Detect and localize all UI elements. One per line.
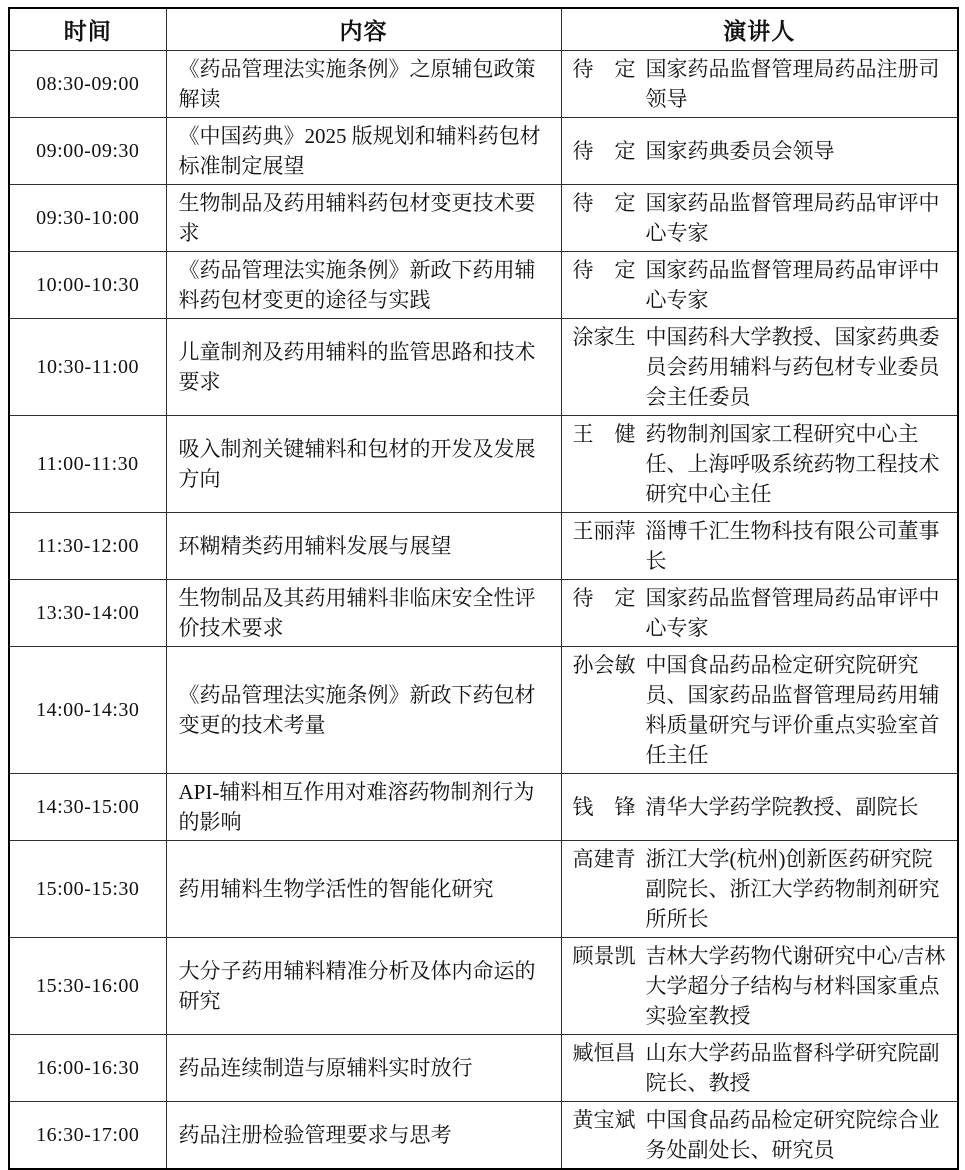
speaker-name: 待 定 <box>572 190 636 215</box>
time-cell: 16:30-17:00 <box>9 1101 166 1169</box>
time-cell: 10:30-11:00 <box>9 318 166 415</box>
table-row <box>9 646 958 773</box>
speaker-affiliation: 药物制剂国家工程研究中心主任、上海呼吸系统药物工程技术研究中心主任 <box>645 421 940 506</box>
time-cell: 13:30-14:00 <box>9 579 166 646</box>
content-cell: 《药品管理法实施条例》新政下药包材变更的技术考量 <box>166 646 561 773</box>
speaker-cell <box>561 415 958 512</box>
column-header-speaker: 演讲人 <box>561 8 958 50</box>
time-cell: 08:30-09:00 <box>9 50 166 117</box>
speaker-affiliation: 吉林大学药物代谢研究中心/吉林大学超分子结构与材料国家重点实验室教授 <box>645 943 946 1028</box>
speaker-name: 钱 锋 <box>572 794 636 819</box>
table-row <box>9 184 958 251</box>
table-row <box>9 117 958 184</box>
content-cell: 《药品管理法实施条例》新政下药用辅料药包材变更的途径与实践 <box>166 251 561 318</box>
speaker-affiliation: 国家药品监督管理局药品审评中心专家 <box>645 585 940 640</box>
speaker-name: 臧恒昌 <box>572 1040 636 1065</box>
speaker-affiliation: 中国食品药品检定研究院综合业务处副处长、研究员 <box>645 1107 940 1162</box>
table-row <box>9 1034 958 1101</box>
speaker-wrap <box>573 322 950 412</box>
table-row <box>9 840 958 937</box>
time-cell: 15:00-15:30 <box>9 840 166 937</box>
content-cell: 生物制品及其药用辅料非临床安全性评价技术要求 <box>166 579 561 646</box>
content-cell: 吸入制剂关键辅料和包材的开发及发展方向 <box>166 415 561 512</box>
speaker-name: 王 健 <box>572 421 636 446</box>
speaker-cell <box>561 773 958 840</box>
speaker-wrap <box>573 516 950 576</box>
time-cell: 10:00-10:30 <box>9 251 166 318</box>
speaker-wrap <box>573 941 950 1031</box>
content-cell: 大分子药用辅料精准分析及体内命运的研究 <box>166 937 561 1034</box>
time-cell: 15:30-16:00 <box>9 937 166 1034</box>
header-row <box>9 8 958 50</box>
speaker-wrap <box>573 844 950 934</box>
speaker-cell <box>561 512 958 579</box>
speaker-wrap <box>573 650 950 770</box>
speaker-cell <box>561 646 958 773</box>
time-cell: 16:00-16:30 <box>9 1034 166 1101</box>
column-header-time: 时间 <box>9 8 166 50</box>
speaker-name: 待 定 <box>572 585 636 610</box>
time-cell: 14:30-15:00 <box>9 773 166 840</box>
speaker-name: 黄宝斌 <box>572 1107 636 1132</box>
time-cell: 09:00-09:30 <box>9 117 166 184</box>
speaker-cell <box>561 1101 958 1169</box>
speaker-affiliation: 浙江大学(杭州)创新医药研究院副院长、浙江大学药物制剂研究所所长 <box>645 846 940 931</box>
speaker-wrap <box>573 1038 950 1098</box>
speaker-wrap <box>573 255 950 315</box>
table-row <box>9 251 958 318</box>
speaker-name: 王丽萍 <box>572 518 636 543</box>
time-cell: 11:00-11:30 <box>9 415 166 512</box>
time-cell: 14:00-14:30 <box>9 646 166 773</box>
speaker-affiliation: 国家药品监督管理局药品审评中心专家 <box>645 190 940 245</box>
table-row <box>9 937 958 1034</box>
speaker-wrap <box>573 136 950 166</box>
speaker-name: 孙会敏 <box>572 652 636 677</box>
speaker-name: 待 定 <box>572 257 636 282</box>
speaker-cell <box>561 50 958 117</box>
speaker-affiliation: 国家药典委员会领导 <box>645 138 835 163</box>
speaker-affiliation: 山东大学药品监督科学研究院副院长、教授 <box>645 1040 940 1095</box>
speaker-wrap <box>573 188 950 248</box>
speaker-cell <box>561 117 958 184</box>
content-cell: 环糊精类药用辅料发展与展望 <box>166 512 561 579</box>
speaker-wrap <box>573 1105 950 1165</box>
table-body <box>9 50 958 1169</box>
speaker-affiliation: 中国药科大学教授、国家药典委员会药用辅料与药包材专业委员会主任委员 <box>645 324 940 409</box>
content-cell: 生物制品及药用辅料药包材变更技术要求 <box>166 184 561 251</box>
speaker-wrap <box>573 792 950 822</box>
content-cell: 药品连续制造与原辅料实时放行 <box>166 1034 561 1101</box>
table-row <box>9 1101 958 1169</box>
content-cell: 《药品管理法实施条例》之原辅包政策解读 <box>166 50 561 117</box>
content-cell: 儿童制剂及药用辅料的监管思路和技术要求 <box>166 318 561 415</box>
time-cell: 09:30-10:00 <box>9 184 166 251</box>
speaker-cell <box>561 937 958 1034</box>
table-row <box>9 773 958 840</box>
speaker-affiliation: 淄博千汇生物科技有限公司董事长 <box>645 518 940 573</box>
content-cell: 药用辅料生物学活性的智能化研究 <box>166 840 561 937</box>
table-header <box>9 8 958 50</box>
speaker-wrap <box>573 583 950 643</box>
table-row <box>9 579 958 646</box>
table-row <box>9 415 958 512</box>
speaker-affiliation: 清华大学药学院教授、副院长 <box>645 794 919 819</box>
content-cell: API-辅料相互作用对难溶药物制剂行为的影响 <box>166 773 561 840</box>
speaker-cell <box>561 184 958 251</box>
time-cell: 11:30-12:00 <box>9 512 166 579</box>
speaker-wrap <box>573 419 950 509</box>
speaker-cell <box>561 579 958 646</box>
speaker-wrap <box>573 54 950 114</box>
speaker-name: 待 定 <box>572 138 636 163</box>
speaker-cell <box>561 1034 958 1101</box>
speaker-cell <box>561 318 958 415</box>
speaker-name: 涂家生 <box>572 324 636 349</box>
speaker-cell <box>561 840 958 937</box>
table-row <box>9 50 958 117</box>
column-header-content: 内容 <box>166 8 561 50</box>
speaker-name: 待 定 <box>572 56 636 81</box>
agenda-table <box>8 7 959 1170</box>
speaker-cell <box>561 251 958 318</box>
content-cell: 《中国药典》2025 版规划和辅料药包材标准制定展望 <box>166 117 561 184</box>
table-row <box>9 512 958 579</box>
speaker-name: 顾景凯 <box>572 943 636 968</box>
table-row <box>9 318 958 415</box>
speaker-name: 高建青 <box>572 846 636 871</box>
speaker-affiliation: 中国食品药品检定研究院研究员、国家药品监督管理局药用辅料质量研究与评价重点实验室首任主任 <box>645 652 940 767</box>
content-cell: 药品注册检验管理要求与思考 <box>166 1101 561 1169</box>
speaker-affiliation: 国家药品监督管理局药品审评中心专家 <box>645 257 940 312</box>
speaker-affiliation: 国家药品监督管理局药品注册司领导 <box>645 56 940 111</box>
